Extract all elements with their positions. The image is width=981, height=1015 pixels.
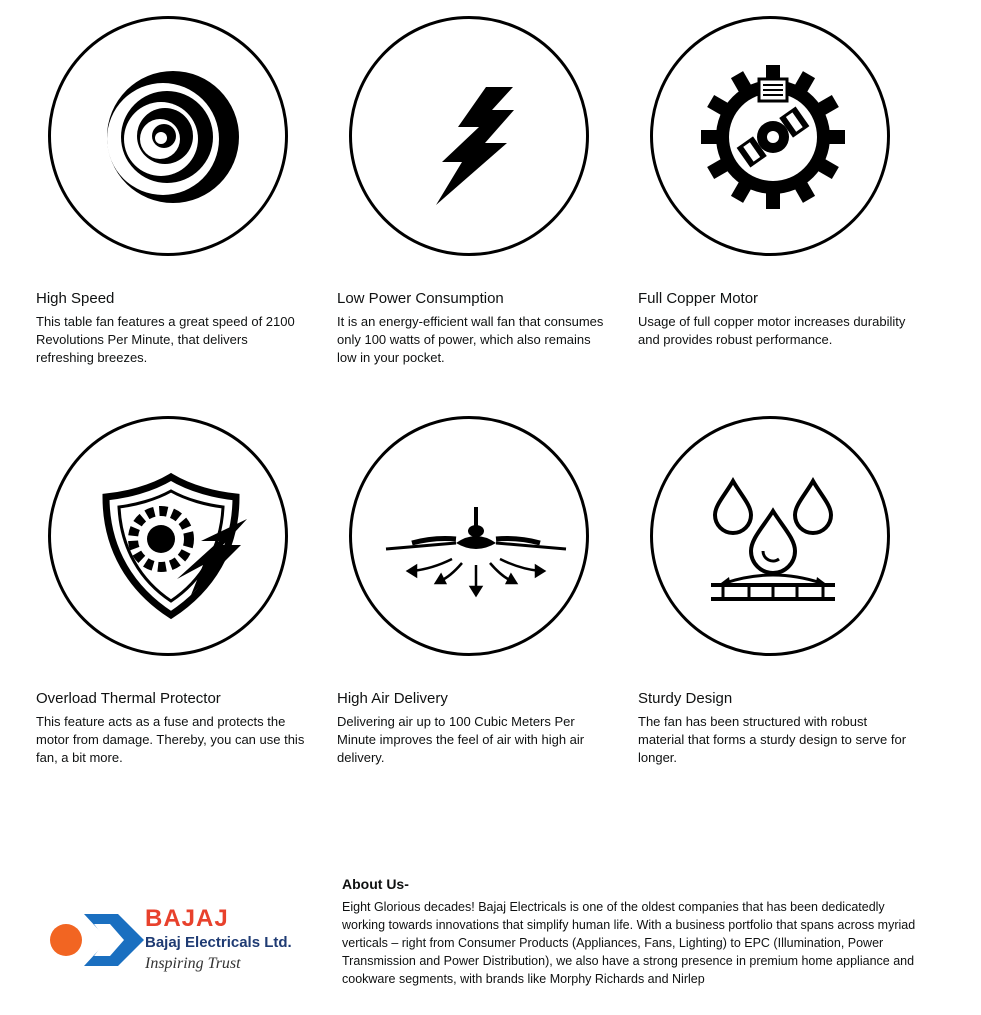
copper-motor-gear-icon: [653, 19, 887, 253]
bajaj-logo: [48, 900, 318, 980]
feature-title: Full Copper Motor: [638, 290, 759, 307]
feature-description: The fan has been structured with robust material that forms a sturdy design to serve for longer.: [638, 714, 907, 765]
feature-title: High Speed: [36, 290, 115, 307]
water-drops-icon: [653, 419, 887, 653]
copper-motor-badge: [650, 16, 890, 256]
feature-description: Delivering air up to 100 Cubic Meters Per Minute improves the feel of air with high air delivery.: [337, 714, 585, 765]
feature-description: This table fan features a great speed of 2100 Revolutions Per Minute, that delivers refreshing breezes.: [36, 314, 295, 365]
feature-description: It is an energy-efficient wall fan that consumes only 100 watts of power, which also remains low in your pocket.: [337, 314, 604, 365]
feature-title: High Air Delivery: [337, 690, 448, 707]
brand-company: Bajaj Electricals Ltd.: [145, 934, 292, 951]
spiral-speed-icon: [51, 19, 285, 253]
feature-description: Usage of full copper motor increases durability and provides robust performance.: [638, 314, 906, 347]
thermal-protector-badge: [48, 416, 288, 656]
feature-title: Low Power Consumption: [337, 290, 504, 307]
brand-tagline: Inspiring Trust: [145, 955, 241, 972]
sturdy-design-badge: [650, 416, 890, 656]
about-title: About Us-: [342, 876, 409, 892]
lightning-bolt-icon: [352, 19, 586, 253]
shield-bolt-icon: [51, 419, 285, 653]
feature-description: This feature acts as a fuse and protects the motor from damage. Thereby, you can use this fan, a bit more.: [36, 714, 305, 765]
low-power-badge: [349, 16, 589, 256]
high-speed-badge: [48, 16, 288, 256]
feature-title: Overload Thermal Protector: [36, 690, 221, 707]
air-delivery-badge: [349, 416, 589, 656]
brand-name: BAJAJ: [145, 905, 229, 932]
about-text: Eight Glorious decades! Bajaj Electricals is one of the oldest companies that has been dedicatedly working towards innovations that simplify human life. With a business portfolio that spans across myriad verticals – right from Consumer Products (Appliances, Fans, Lighting) to EPC (Illumination, Power Transmission and Power Distribution), we also have a strong presence in premium home appliance and cookware segments, with brands like Morphy Richards and Nirlep: [342, 900, 916, 986]
feature-title: Sturdy Design: [638, 690, 733, 707]
ceiling-fan-airflow-icon: [352, 419, 586, 653]
